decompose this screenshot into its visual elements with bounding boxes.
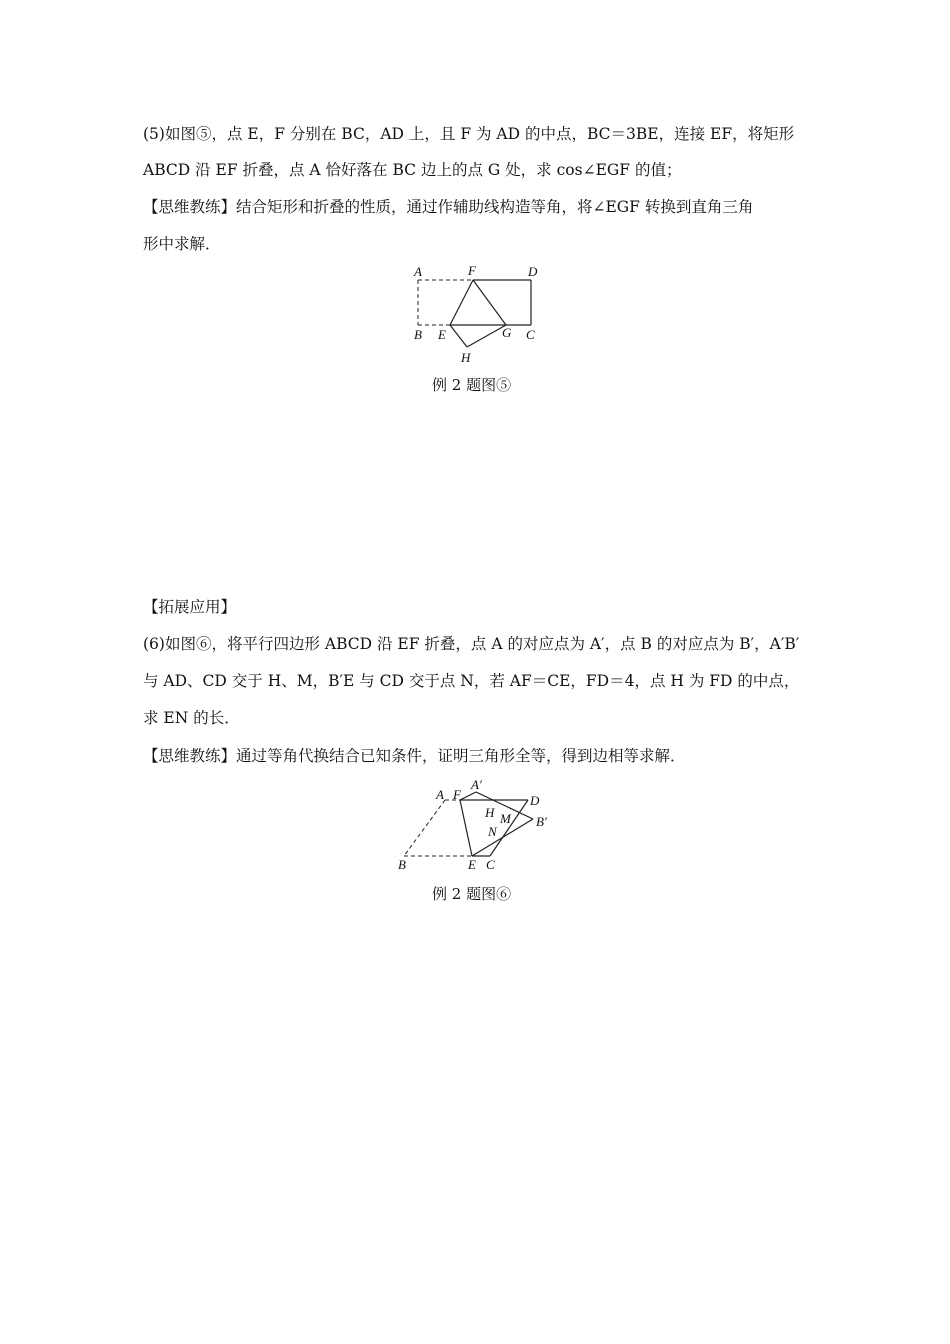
label-G: G xyxy=(502,325,512,340)
q5-hint-line-1: 【思维教练】结合矩形和折叠的性质，通过作辅助线构造等角，将∠EGF 转换到直角三角 xyxy=(143,198,754,216)
label-C: C xyxy=(486,857,495,872)
figure-6 xyxy=(390,774,570,874)
q6-hint: 【思维教练】通过等角代换结合已知条件，证明三角形全等，得到边相等求解． xyxy=(143,747,686,765)
q6-text-line-1: (6)如图⑥，将平行四边形 ABCD 沿 EF 折叠，点 A 的对应点为 A′，点 B 的对应点为 B′，A′B′ xyxy=(143,635,800,653)
label-A: A xyxy=(414,264,422,279)
q5-text-line-2: ABCD 沿 EF 折叠，点 A 恰好落在 BC 边上的点 G 处，求 cos∠EGF 的值； xyxy=(143,161,682,179)
q5-text-line-1: (5)如图⑤，点 E，F 分别在 BC，AD 上，且 F 为 AD 的中点，BC＝3BE，连接 EF，将矩形 xyxy=(143,125,795,143)
label-A: A xyxy=(436,787,444,802)
figure-5 xyxy=(400,258,560,370)
label-F: F xyxy=(453,787,461,802)
label-N: N xyxy=(488,824,497,839)
q5-hint-line-2: 形中求解． xyxy=(143,235,221,253)
q6-text-line-3: 求 EN 的长． xyxy=(143,709,240,727)
label-C: C xyxy=(526,327,535,342)
label-F: F xyxy=(468,263,476,278)
label-A-prime: A′ xyxy=(471,777,482,792)
label-D: D xyxy=(528,264,538,279)
label-E: E xyxy=(438,327,446,342)
label-B-prime: B′ xyxy=(536,814,547,829)
label-E: E xyxy=(468,857,476,872)
label-M: M xyxy=(500,811,511,826)
label-B: B xyxy=(398,857,406,872)
section-title: 【拓展应用】 xyxy=(143,598,237,616)
label-H: H xyxy=(461,350,471,365)
label-H: H xyxy=(485,805,495,820)
q6-text-line-2: 与 AD、CD 交于 H、M，B′E 与 CD 交于点 N，若 AF＝CE，FD＝4，点 H 为 FD 的中点， xyxy=(143,672,800,690)
label-B: B xyxy=(414,327,422,342)
label-D: D xyxy=(530,793,540,808)
figure-5-caption: 例 2 题图⑤ xyxy=(432,376,512,394)
figure-6-caption: 例 2 题图⑥ xyxy=(432,885,512,903)
